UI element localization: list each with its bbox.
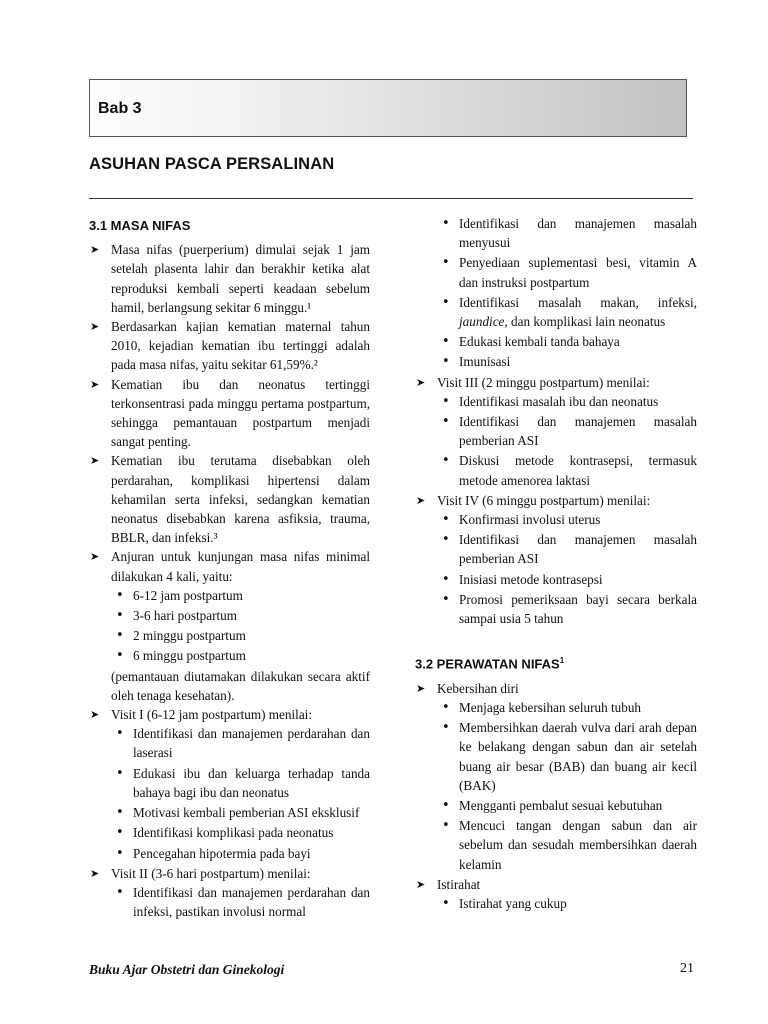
hygiene-title: ➤ Kebersihan diri (437, 680, 519, 696)
list-item: • Inisiasi metode kontrasepsi (437, 570, 697, 589)
title-divider (89, 198, 693, 199)
list-item: • Pencegahan hipotermia pada bayi (111, 844, 370, 863)
list-item: • Identifikasi komplikasi pada neonatus (111, 823, 370, 842)
visit-3-list (437, 392, 697, 490)
list-item: • Menjaga kebersihan seluruh tubuh (437, 698, 697, 717)
chapter-label: Bab 3 (98, 100, 142, 117)
visit-schedule-intro: ➤ Anjuran untuk kunjungan masa nifas minimal dilakukan 4 kali, yaitu: (111, 549, 370, 584)
visit-4-title: ➤ Visit IV (6 minggu postpartum) menilai: (437, 492, 651, 508)
list-item: • Imunisasi (437, 352, 697, 371)
list-item: • Identifikasi dan manajemen masalah menyusui (437, 214, 697, 252)
visit-2-list (111, 883, 370, 921)
page-number: 21 (680, 961, 694, 976)
chapter-title: ASUHAN PASCA PERSALINAN (89, 155, 335, 173)
list-item: • Mencuci tangan dengan sabun dan air sebelum dan sesudah membersihkan daerah kelamin (437, 816, 697, 874)
paragraph-visit-1 (89, 705, 370, 863)
list-item: • Identifikasi masalah ibu dan neonatus (437, 392, 697, 411)
paragraph-visit-2 (89, 864, 370, 922)
left-column (89, 214, 370, 922)
visit-1-title: ➤ Visit I (6-12 jam postpartum) menilai: (111, 707, 313, 723)
list-item: • Identifikasi dan manajemen masalah pemberian ASI (437, 530, 697, 568)
section-heading-ref: 1 (559, 656, 565, 666)
list-item: • Edukasi ibu dan keluarga terhadap tanda bahaya bagi ibu dan neonatus (111, 764, 370, 802)
list-item: • 2 minggu postpartum (111, 626, 370, 645)
section-heading-text: 3.2 PERAWATAN NIFAS (415, 656, 560, 672)
list-item: • Istirahat yang cukup (437, 894, 697, 913)
list-item: • Mengganti pembalut sesuai kebutuhan (437, 796, 697, 815)
list-item: • Identifikasi dan manajemen perdarahan dan infeksi, pastikan involusi normal (111, 883, 370, 921)
list-item: • Penyediaan suplementasi besi, vitamin A dan instruksi postpartum (437, 253, 697, 291)
section-heading-perawatan-nifas (415, 651, 697, 674)
list-item: • Identifikasi dan manajemen masalah pemberian ASI (437, 412, 697, 450)
visit-2-title: ➤ Visit II (3-6 hari postpartum) menilai: (111, 865, 311, 881)
paragraph-definition: ➤ Masa nifas (puerperium) dimulai sejak 1 jam setelah plasenta lahir dan berakhir ketika alat reproduksi kembali seperti keadaan sebelum hamil, berlangsung sekitar 6 minggu.¹ (89, 240, 370, 317)
list-item: • 6 minggu postpartum (111, 646, 370, 665)
paragraph-maternal-study: ➤ Berdasarkan kajian kematian maternal tahun 2010, kejadian kematian ibu tertinggi adalah pada masa nifas, yaitu sekitar 61,59%.² (89, 317, 370, 375)
food-text-pre: Identifikasi masalah makan, infeksi, (459, 294, 697, 310)
paragraph-hygiene (415, 679, 697, 874)
list-item: • 3-6 hari postpartum (111, 606, 370, 625)
list-item: • Promosi pemeriksaan bayi secara berkala sampai usia 5 tahun (437, 590, 697, 628)
list-item-food-jaundice (437, 293, 697, 331)
visit-3-title: ➤ Visit III (2 minggu postpartum) menilai: (437, 374, 650, 390)
footer-book-title: Buku Ajar Obstetri dan Ginekologi (89, 962, 285, 977)
section-spacer (415, 629, 697, 649)
section-heading-masa-nifas: 3.1 MASA NIFAS (89, 218, 191, 233)
visit-1-list (111, 724, 370, 862)
visit-schedule-list (111, 586, 370, 666)
hygiene-list (437, 698, 697, 874)
chapter-header-box (89, 79, 687, 137)
visit-schedule-note: (pemantauan diutamakan dilakukan secara aktif oleh tenaga kesehatan). (111, 668, 370, 703)
jaundice-term: jaundice, (459, 314, 508, 330)
rest-title: ➤ Istirahat (437, 876, 481, 892)
visit-2-list-continued (415, 214, 697, 372)
food-text-post: dan komplikasi lain neonatus (507, 314, 666, 330)
visit-4-list (437, 510, 697, 628)
paragraph-visit-3 (415, 373, 697, 490)
paragraph-visit-schedule (89, 547, 370, 705)
paragraph-first-week: ➤ Kematian ibu dan neonatus tertinggi terkonsentrasi pada minggu pertama postpartum, sehingga pemantauan postpartum menjadi sangat penting. (89, 375, 370, 452)
list-item: • Diskusi metode kontrasepsi, termasuk metode amenorea laktasi (437, 451, 697, 489)
list-item: • Identifikasi dan manajemen perdarahan dan laserasi (111, 724, 370, 762)
rest-list (437, 894, 697, 913)
list-item: • 6-12 jam postpartum (111, 586, 370, 605)
list-item: • Konfirmasi involusi uterus (437, 510, 697, 529)
paragraph-rest (415, 875, 697, 913)
list-item: • Motivasi kembali pemberian ASI eksklusif (111, 803, 370, 822)
paragraph-causes: ➤ Kematian ibu terutama disebabkan oleh perdarahan, komplikasi hipertensi dalam kehamilan serta infeksi, sedangkan kematian neonatus disebabkan karena asfiksia, trauma, BBLR, dan infeksi.³ (89, 451, 370, 547)
right-column (415, 214, 697, 914)
paragraph-visit-4 (415, 491, 697, 628)
list-item: • Edukasi kembali tanda bahaya (437, 332, 697, 351)
list-item: • Membersihkan daerah vulva dari arah depan ke belakang dengan sabun dan air setelah buang air besar (BAB) dan buang air kecil (BAK) (437, 718, 697, 795)
